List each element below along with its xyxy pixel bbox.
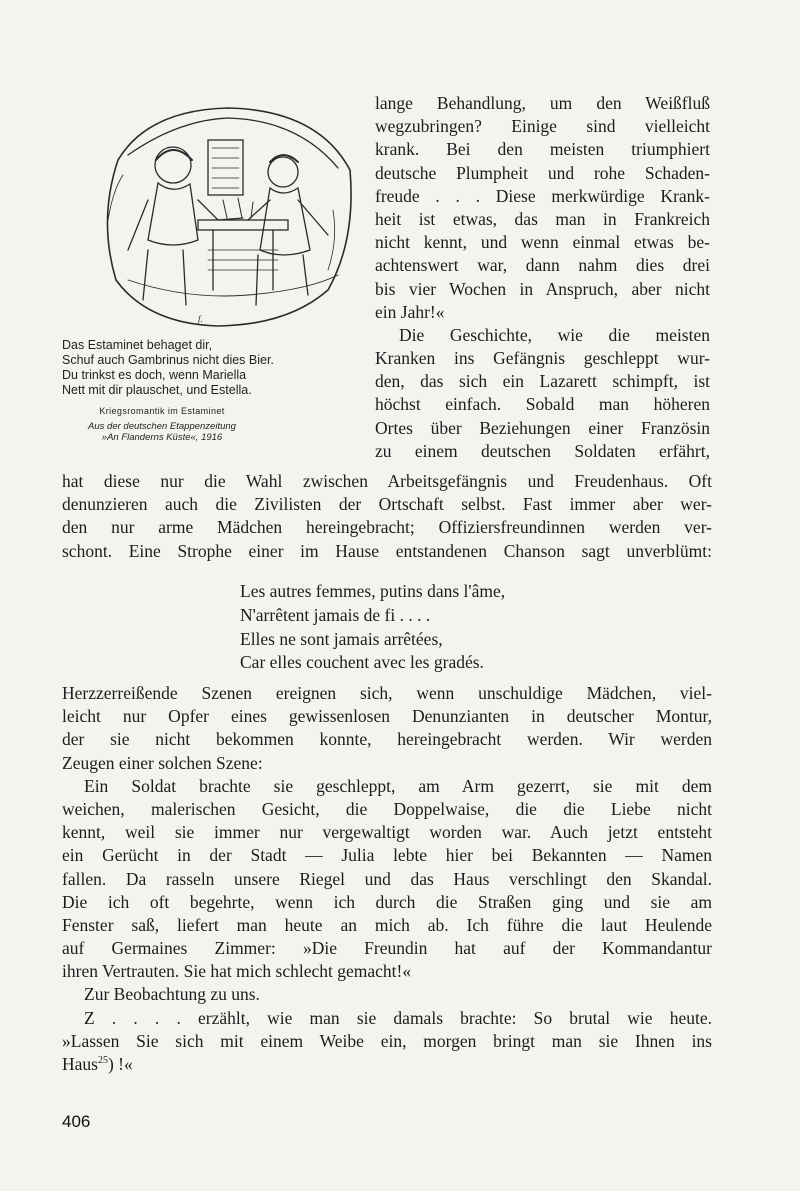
text-line: zu einem deutschen Soldaten erfährt, [375,440,710,461]
credit-source-line-1: Aus der deutschen Etappenzeitung [88,421,236,432]
text-line: lange Behandlung, um den Weißfluß [375,93,710,113]
text-line: kennt, weil sie immer nur vergewaltigt worden war. Auch jetzt entsteht [62,822,712,843]
caption-line: Nett mit dir plauschet, und Estella. [62,383,252,397]
chanson-stanza [240,580,505,675]
credit-source [62,421,262,443]
text-line-final [62,1053,712,1076]
text-line: auf Germaines Zimmer: »Die Freundin hat auf der Kommandantur [62,938,712,959]
text-line: deutsche Plumpheit und rohe Schaden- [375,162,710,183]
text-line: wegzubringen? Einige sind vielleicht [375,116,710,137]
text-line: der sie nicht bekommen konnte, hereingebracht werden. Wir werden [62,729,712,750]
text-line: denunzieren auch die Zivilisten der Ortschaft selbst. Fast immer aber wer- [62,494,712,515]
poem-line: Elles ne sont jamais arrêtées, [240,628,443,649]
poem-line: N'arrêtent jamais de fi . . . . [240,604,431,625]
text-line: Zur Beobachtung zu uns. [84,984,260,1005]
text-line: »Lassen Sie sich mit einem Weibe ein, morgen bringt man sie Ihnen ins [62,1030,712,1051]
estaminet-illustration [88,100,356,332]
text-line: fallen. Da rasseln unsere Riegel und das Haus verschlingt den Skandal. [62,868,712,889]
text-line: höchst einfach. Sobald man höheren [375,394,710,415]
footnote-reference[interactable]: 25 [97,1055,108,1067]
caption-line: Du trinkst es doch, wenn Mariella [62,368,247,382]
right-column-text [375,92,710,463]
text-line: Z . . . . erzählt, wie man sie damals brachte: So brutal wie heute. [84,1007,712,1028]
text-line: heit ist etwas, das man in Frankreich [375,208,710,229]
text-line: Kranken ins Gefängnis geschleppt wur- [375,348,710,369]
full-width-paragraph [62,470,712,563]
text-line: Herzzerreißende Szenen ereignen sich, wenn unschuldige Mädchen, viel- [62,683,712,703]
text-line: Ortes über Beziehungen einer Französin [375,417,710,438]
text-line: den nur arme Mädchen hereingebracht; Offiziersfreundinnen werden ver- [62,517,712,538]
poem-line: Car elles couchent avec les gradés. [240,652,484,673]
text-fragment: Haus [62,1054,98,1074]
text-fragment: ) !« [107,1054,133,1074]
text-line: schont. Eine Strophe einer im Hause entstandenen Chanson sagt unverblümt: [62,540,712,561]
illustration-credit [62,406,262,443]
caption-line: Schuf auch Gambrinus nicht dies Bier. [62,353,274,367]
sketch-drawing [88,100,356,332]
page-number: 406 [62,1112,91,1131]
text-line: Zeugen einer solchen Szene: [62,752,263,773]
text-line: freude . . . Diese merkwürdige Krank- [375,185,710,206]
text-line: den, das sich ein Lazarett schimpft, ist [375,371,710,392]
text-line: Fenster saß, liefert man heute an mich ab. Ich führe die laut Heulende [62,914,712,935]
caption-line: Das Estaminet behaget dir, [62,338,213,352]
poem-line: Les autres femmes, putins dans l'âme, [240,581,506,601]
text-line: achtenswert war, dann nahm dies drei [375,255,710,276]
text-line: hat diese nur die Wahl zwischen Arbeitsgefängnis und Freudenhaus. Oft [62,471,712,491]
svg-text:f.: f. [198,314,203,324]
credit-source-line-2: »An Flanderns Küste«, 1916 [101,432,223,443]
text-line: ein Jahr!« [375,301,445,322]
text-line: nicht kennt, und wenn einmal etwas be- [375,232,710,253]
text-line: bis vier Wochen in Anspruch, aber nicht [375,278,710,299]
credit-title: Kriegsromantik im Estaminet [99,406,225,416]
text-line: Ein Soldat brachte sie geschleppt, am Arm gezerrt, sie mit dem [84,775,712,796]
text-line: krank. Bei den meisten triumphiert [375,139,710,160]
text-line: ein Gerücht in der Stadt — Julia lebte hier bei Bekannten — Namen [62,845,712,866]
text-line: Die ich oft begehrte, wenn ich durch die Straßen ging und sie am [62,891,712,912]
text-line: Die Geschichte, wie die meisten [399,324,710,345]
text-line: weichen, malerischen Gesicht, die Doppelwaise, die die Liebe nicht [62,798,712,819]
body-text [62,682,712,1076]
text-line: leicht nur Opfer eines gewissenlosen Denunzianten in deutscher Montur, [62,706,712,727]
illustration-caption [62,338,362,398]
text-line: ihren Vertrauten. Sie hat mich schlecht gemacht!« [62,961,412,982]
